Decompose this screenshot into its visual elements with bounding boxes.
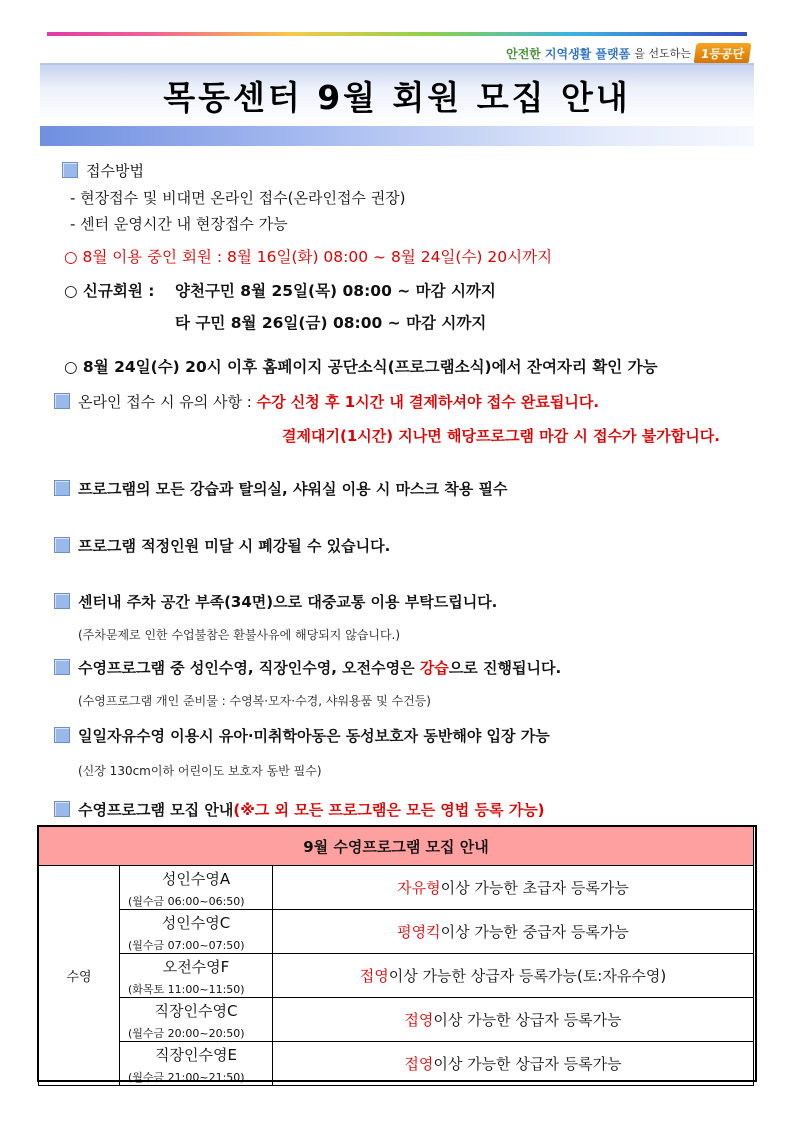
swim-program-table	[38, 826, 754, 1086]
program-name-cell	[120, 866, 273, 910]
program-time: (월수금 20:00~20:50)	[128, 1027, 245, 1040]
program-time: (월수금 21:00~21:50)	[128, 1071, 245, 1084]
recruit-heading: 수영프로그램 모집 안내(※그 외 모든 프로그램은 모든 영법 등록 가능)	[54, 799, 545, 820]
program-description: 접영이상 가능한 상급자 등록가능(토:자유수영)	[273, 954, 754, 998]
table-row	[39, 1042, 754, 1086]
program-description: 평영킥이상 가능한 중급자 등록가능	[273, 910, 754, 954]
reception-item: - 센터 운영시간 내 현장접수 가능	[70, 215, 288, 233]
new-members-yangcheon: 양천구민 8월 25일(목) 08:00 ~ 마감 시까지	[175, 282, 496, 300]
swim-lesson-notice: 수영프로그램 중 성인수영, 직장인수영, 오전수영은 강습으로 진행됩니다.	[54, 657, 561, 678]
slogan-part2: 지역생활 플랫폼	[544, 46, 631, 61]
program-name-cell	[120, 954, 273, 998]
table-row	[39, 910, 754, 954]
table-title: 9월 수영프로그램 모집 안내	[39, 827, 754, 866]
square-bullet-icon	[54, 801, 70, 817]
table-category: 수영	[39, 866, 120, 1086]
square-bullet-icon	[54, 480, 70, 496]
program-name: 성인수영C	[161, 914, 231, 932]
program-time: (월수금 06:00~06:50)	[128, 895, 245, 908]
parking-note: (주차문제로 인한 수업불참은 환불사유에 해당되지 않습니다.)	[78, 628, 401, 642]
program-description: 접영이상 가능한 상급자 등록가능	[273, 1042, 754, 1086]
min-people-notice: 프로그램 적정인원 미달 시 폐강될 수 있습니다.	[54, 535, 390, 556]
slogan-part1: 안전한	[506, 46, 541, 61]
free-swim-note: (신장 130cm이하 어린이도 보호자 동반 필수)	[78, 764, 322, 778]
free-swim-notice: 일일자유수영 이용시 유아·미취학아동은 동성보호자 동반해야 입장 가능	[54, 725, 550, 746]
table-row	[39, 954, 754, 998]
program-name: 성인수영A	[161, 870, 231, 888]
slogan-part3: 을 선도하는	[634, 47, 691, 60]
program-name-cell	[120, 998, 273, 1042]
parking-notice: 센터내 주차 공간 부족(34면)으로 대중교통 이용 부탁드립니다.	[54, 591, 497, 612]
program-time: (월수금 07:00~07:50)	[128, 939, 245, 952]
table-row	[39, 866, 754, 910]
square-bullet-icon	[62, 162, 78, 178]
square-bullet-icon	[54, 393, 70, 409]
program-name: 오전수영F	[162, 958, 230, 976]
online-notice-line2: 결제대기(1시간) 지나면 해당프로그램 마감 시 접수가 불가합니다.	[282, 427, 720, 445]
slogan-badge: 1등공단	[693, 43, 751, 64]
remaining-seats-notice: ○ 8월 24일(수) 20시 이후 홈페이지 공단소식(프로그램소식)에서 잔여자리 확인 가능	[64, 358, 658, 376]
program-description: 접영이상 가능한 상급자 등록가능	[273, 998, 754, 1042]
program-time: (화목토 11:00~11:50)	[128, 983, 245, 996]
program-name-cell	[120, 1042, 273, 1086]
table-header-row	[39, 827, 754, 866]
square-bullet-icon	[54, 727, 70, 743]
swim-supplies-note: (수영프로그램 개인 준비물 : 수영복·모자·수경, 샤워용품 및 수건등)	[78, 694, 431, 708]
program-name: 직장인수영E	[155, 1046, 237, 1064]
reception-heading: 접수방법	[62, 160, 144, 181]
new-members-label: ○ 신규회원 :	[64, 282, 155, 300]
program-description: 자유형이상 가능한 초급자 등록가능	[273, 866, 754, 910]
reception-item: - 현장접수 및 비대면 온라인 접수(온라인접수 권장)	[70, 189, 406, 207]
new-members-other: 타 구민 8월 26일(금) 08:00 ~ 마감 시까지	[175, 314, 487, 332]
page-title: 목동센터 9월 회원 모집 안내	[163, 77, 631, 117]
square-bullet-icon	[54, 593, 70, 609]
square-bullet-icon	[54, 659, 70, 675]
program-name: 직장인수영C	[154, 1002, 238, 1020]
square-bullet-icon	[54, 537, 70, 553]
current-members-period: ○ 8월 이용 중인 회원 : 8월 16일(화) 08:00 ~ 8월 24일(수) 20시까지	[64, 248, 553, 266]
mask-notice: 프로그램의 모든 강습과 탈의실, 샤워실 이용 시 마스크 착용 필수	[54, 478, 507, 499]
table-row	[39, 998, 754, 1042]
online-notice: 온라인 접수 시 유의 사항 : 수강 신청 후 1시간 내 결제하셔야 접수 완료됩니다.	[54, 391, 599, 412]
program-name-cell	[120, 910, 273, 954]
